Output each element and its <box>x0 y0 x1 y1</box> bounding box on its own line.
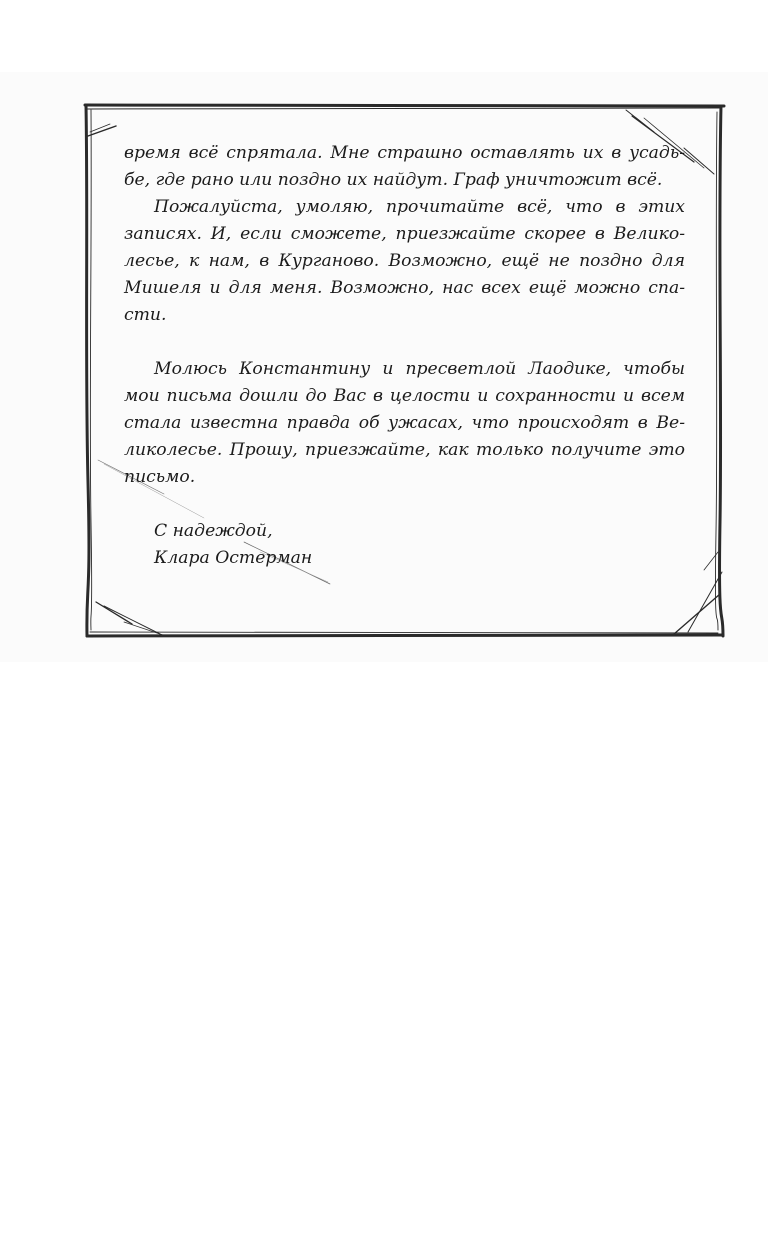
closing-line: С надеждой, <box>154 521 273 541</box>
paragraph-2: Пожалуйста, умоляю, прочитайте всё, что в этих записях. И, если сможете, приезжайте скорее в Великолесье, к нам, в Курганово. Возможно, ещё не поздно для Мишеля и для меня. Возможно, нас всех ещё можно спасти. <box>124 197 685 325</box>
letter-text <box>124 140 685 572</box>
signature: Клара Остерман <box>154 548 313 568</box>
paragraph-1: время всё спрятала. Мне страшно оставлять их в усадьбе, где рано или поздно их найдут. Граф уничтожит всё. <box>124 143 685 190</box>
paragraph-3: Молюсь Константину и пресветлой Лаодике, чтобы мои письма дошли до Вас в целости и сохранности и всем стала известна правда об ужасах, что происходят в Великолесье. Прошу, приезжайте, как только получите это письмо. <box>124 359 685 487</box>
